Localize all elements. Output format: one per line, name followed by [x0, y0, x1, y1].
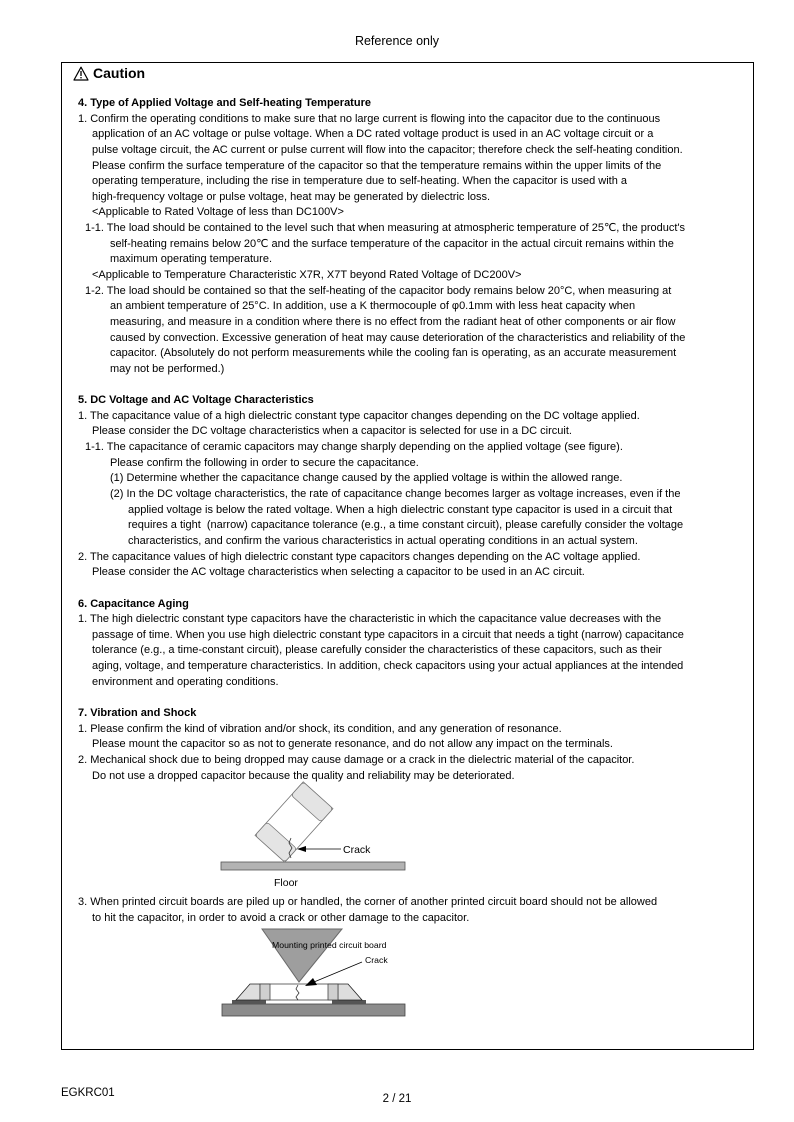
section-heading: 4. Type of Applied Voltage and Self-heating Temperature	[78, 97, 371, 109]
mounting-pcb-label: Mounting printed circuit board	[272, 940, 387, 950]
body-text-line: application of an AC voltage or pulse voltage. When a DC rated voltage product is used in an AC voltage circuit or a	[92, 128, 654, 141]
body-text-line: (1) Determine whether the capacitance change caused by the applied voltage is within the allowed range.	[110, 472, 623, 485]
mounted-capacitor-terminal-right	[328, 984, 338, 1000]
section-heading: 5. DC Voltage and AC Voltage Characteristics	[78, 394, 314, 407]
land-pad-left	[232, 1000, 266, 1004]
section-6	[78, 597, 750, 691]
body-text-line: passage of time. When you use high dielectric constant type capacitors in a circuit that needs a tight (narrow) capacitance	[92, 628, 684, 641]
crack-pointer-arrowhead	[305, 978, 317, 986]
body-text-line: (2) In the DC voltage characteristics, the rate of capacitance change becomes larger as voltage increases, even if the	[110, 488, 681, 501]
body-text-line: applied voltage is below the rated voltage. When a high dielectric constant type capacitor is used in a circuit that	[128, 503, 673, 516]
caution-title	[73, 65, 145, 81]
section-7	[78, 706, 750, 784]
body-text-line: Please mount the capacitor so as not to generate resonance, and do not allow any impact on the terminals.	[92, 738, 613, 751]
body-text-line: 3. When printed circuit boards are piled up or handled, the corner of another printed circuit board should not be allowed	[78, 896, 658, 908]
body-text-line: capacitor. (Absolutely do not perform measurements while the cooling fan is operating, as an accurate measurement	[110, 347, 677, 360]
body-text-line: pulse voltage circuit, the AC current or pulse current will flow into the capacitor; therefore check the self-heating condition.	[92, 143, 683, 156]
body-text-line: to hit the capacitor, in order to avoid a crack or other damage to the capacitor.	[92, 911, 470, 924]
body-text-line: 1. Confirm the operating conditions to make sure that no large current is flowing into the capacitor due to the continuous	[78, 112, 661, 125]
body-text-line: aging, voltage, and temperature characteristics. In addition, check capacitors using your actual appliances at the intended	[92, 660, 684, 673]
body-text-line: measuring, and measure in a condition where there is no effect from the radiant heat of other components or air flow	[110, 315, 676, 328]
body-text-line: environment and operating conditions.	[92, 675, 279, 688]
mounted-capacitor-terminal-left	[260, 984, 270, 1000]
body-text-line: <Applicable to Temperature Characteristic X7R, X7T beyond Rated Voltage of DC200V>	[92, 269, 522, 282]
chip-capacitor	[255, 782, 333, 862]
mounted-capacitor-body	[260, 984, 338, 1000]
page-number: 2 / 21	[382, 1093, 412, 1105]
floor-surface	[221, 862, 405, 870]
body-text-line: 1-1. The load should be contained to the level such that when measuring at atmospheric temperature of 25℃, the product's	[85, 222, 686, 235]
document-code: EGKRC01	[61, 1087, 115, 1099]
body-text-line: requires a tight (narrow) capacitance tolerance (e.g., a time constant circuit), please carefully consider the voltage	[128, 519, 684, 532]
caution-heading: Caution	[93, 65, 146, 81]
section-4	[78, 96, 750, 378]
crack-label: Crack	[343, 844, 371, 856]
pcb-impact-figure	[218, 924, 410, 1020]
section-5	[78, 393, 750, 581]
caution-body	[78, 96, 750, 784]
body-text-line: Please confirm the following in order to secure the capacitance.	[110, 456, 419, 469]
body-text-line: Do not use a dropped capacitor because the quality and reliability may be deteriorated.	[92, 769, 515, 782]
body-text-line: 1-1. The capacitance of ceramic capacitors may change sharply depending on the applied voltage (see figure).	[85, 441, 623, 454]
body-text-line: may not be performed.)	[110, 362, 225, 375]
body-text-line: 1. Please confirm the kind of vibration and/or shock, its condition, and any generation of resonance.	[78, 722, 562, 735]
land-pad-right	[332, 1000, 366, 1004]
page-header: Reference only	[354, 34, 440, 48]
body-text-line: 2. Mechanical shock due to being dropped may cause damage or a crack in the dielectric material of the capacitor.	[78, 753, 635, 766]
floor-label: Floor	[274, 877, 298, 889]
body-text-line: 1. The capacitance value of a high dielectric constant type capacitor changes depending on the DC voltage applied.	[78, 409, 640, 422]
body-text-line: maximum operating temperature.	[110, 253, 273, 266]
section-heading: 7. Vibration and Shock	[78, 706, 197, 719]
crack-pointer-line	[314, 962, 362, 982]
body-text-line: an ambient temperature of 25°C. In addition, use a K thermocouple of φ0.1mm with less heat capacity when	[110, 300, 636, 313]
body-text-line: <Applicable to Rated Voltage of less than DC100V>	[92, 206, 344, 219]
section-7-continued	[78, 895, 750, 926]
dropped-capacitor-figure	[215, 780, 415, 892]
body-text-line: 2. The capacitance values of high dielectric constant type capacitors changes depending on the AC voltage applied.	[78, 550, 641, 563]
body-text-line: Please consider the DC voltage characteristics when a capacitor is selected for use in a DC circuit.	[92, 425, 572, 438]
body-text-line: high-frequency voltage or pulse voltage, heat may be generated by dielectric loss.	[92, 190, 491, 203]
body-text-line: Please confirm the surface temperature of the capacitor so that the temperature remains within the upper limits of the	[92, 159, 662, 172]
body-text-line: caused by convection. Excessive generation of heat may cause deterioration of the characteristics and reliability of the	[110, 331, 686, 344]
warning-triangle-icon	[73, 66, 89, 81]
body-text-line: 1. The high dielectric constant type capacitors have the characteristic in which the capacitance value decreases with the	[78, 613, 662, 626]
crack-label: Crack	[365, 955, 388, 965]
base-pcb	[222, 1004, 405, 1016]
body-text-line: Please consider the AC voltage characteristics when selecting a capacitor to be used in an AC circuit.	[92, 566, 585, 579]
body-text-line: self-heating remains below 20℃ and the surface temperature of the capacitor in the actual circuit remains within the	[110, 237, 674, 250]
solder-fillet-left	[236, 984, 262, 1000]
mounting-pcb-corner	[262, 929, 342, 982]
body-text-line: operating temperature, including the rise in temperature due to self-heating. When the capacitor is used with a	[92, 175, 628, 188]
body-text-line: 1-2. The load should be contained so that the self-heating of the capacitor body remains below 20°C, when measuring at	[85, 284, 672, 297]
solder-fillet-right	[336, 984, 362, 1000]
section-heading: 6. Capacitance Aging	[78, 597, 189, 610]
body-text-line: tolerance (e.g., a time-constant circuit), please carefully consider the characteristics of these capacitors, such as their	[92, 644, 662, 657]
body-text-line: characteristics, and confirm the various characteristics in actual operating conditions in an actual system.	[128, 534, 638, 547]
